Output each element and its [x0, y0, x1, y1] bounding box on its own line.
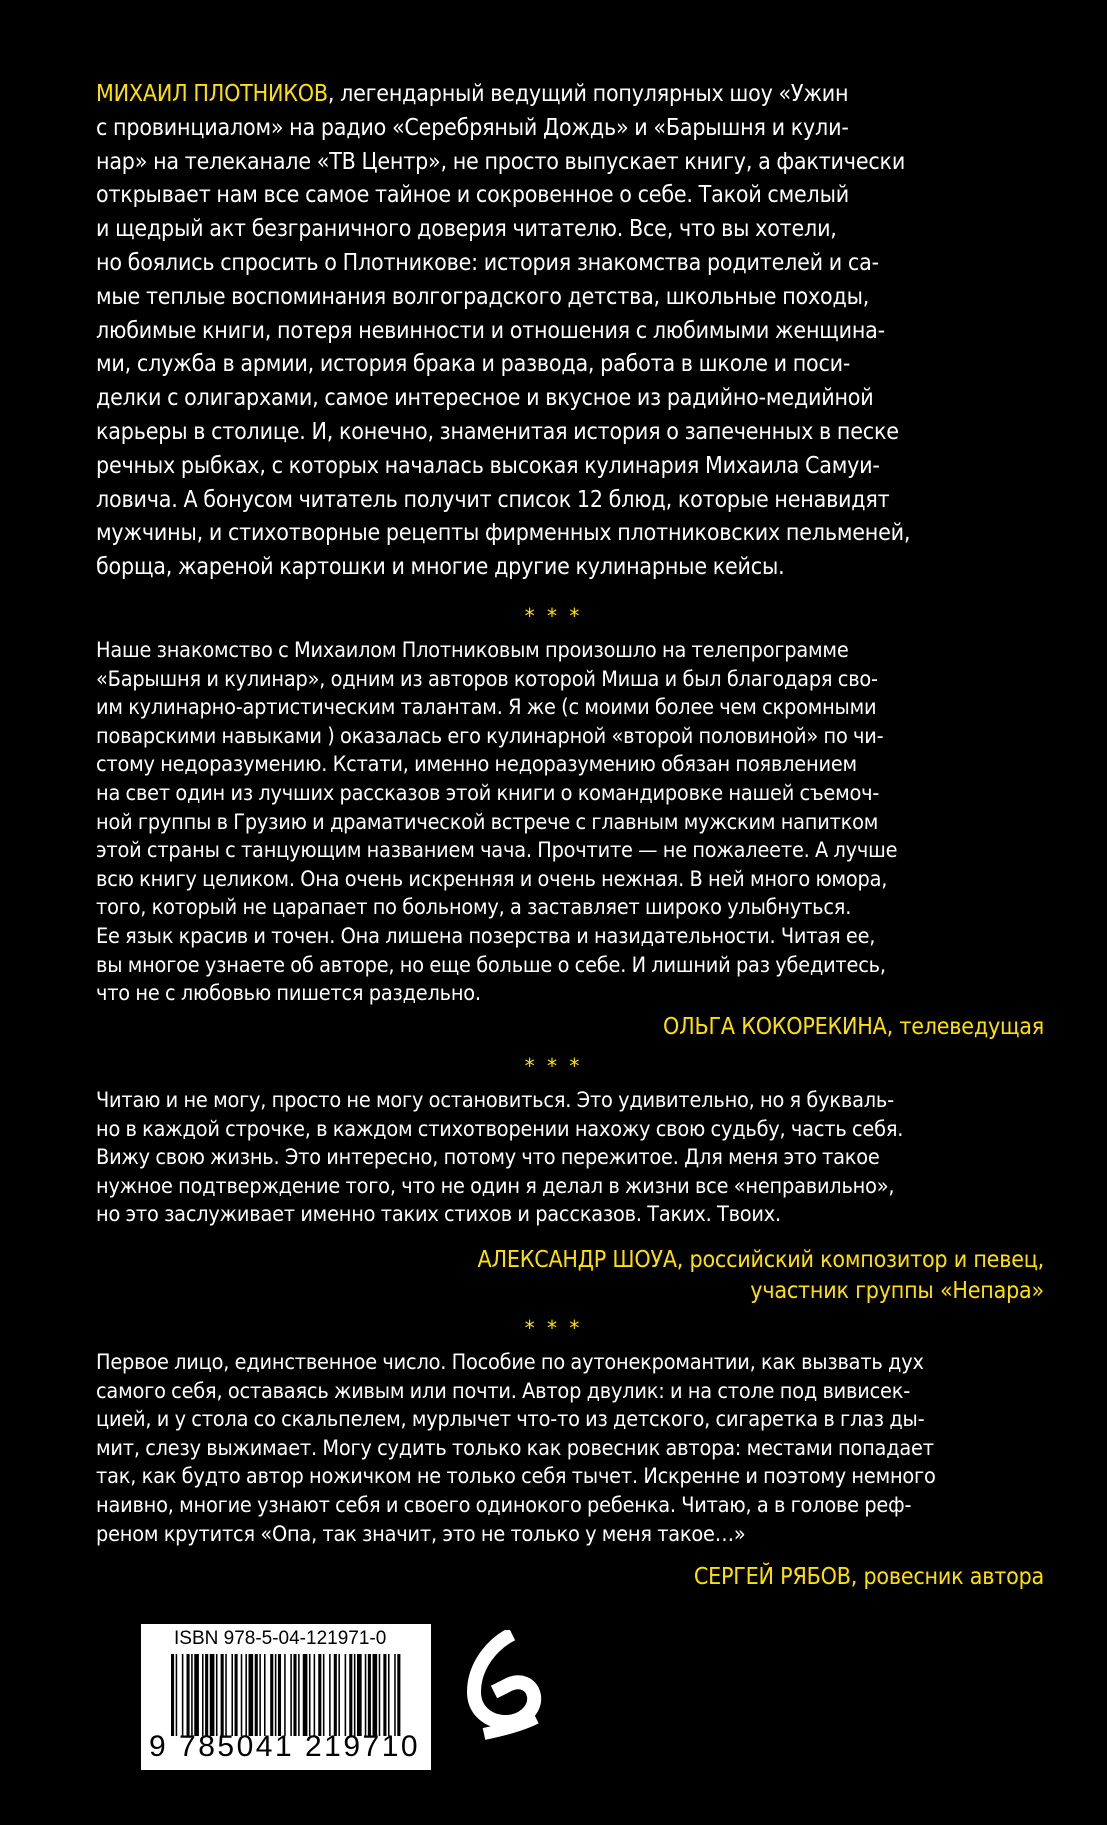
- intro-section: [96, 78, 1044, 585]
- barcode-bar: [334, 1654, 337, 1736]
- isbn-barcode: [141, 1624, 451, 1770]
- review-2-attribution: [478, 1245, 1044, 1307]
- barcode-bar: [278, 1654, 281, 1736]
- barcode-bar: [373, 1654, 378, 1736]
- barcode-bar: [187, 1654, 190, 1736]
- barcode-bar: [338, 1654, 340, 1736]
- review-3-attribution: [694, 1562, 1044, 1593]
- separator-stars: * * *: [524, 1316, 583, 1340]
- barcode-bar: [314, 1654, 316, 1736]
- intro-paragraph: МИХАИЛ ПЛОТНИКОВ, легендарный ведущий популярных шоу «Ужин с провинциалом» на радио «Серебряный Дождь» и «Барышня и кули- нар» на телеканале «ТВ Центр», не просто выпускает книгу, а фактически открывает нам все самое тайное и сокровенное о себе. Такой смелый и щедрый акт безграничного доверия читателю. Все, что вы хотели, но боялись спросить о Плотникове: история знакомства родителей и са- мые теплые воспоминания волгоградского детства, школьные походы, любимые книги, потеря невинности и отношения с любимыми женщина- ми, служба в армии, история брака и развода, работа в школе и поси- делки с олигархами, самое интересное и вкусное из радийно-медийной карьеры в столице. И, конечно, знаменитая история о запеченных в песке речных рыбках, с которых началась высокая кулинария Михаила Самуи- ловича. А бонусом читатель получит список 12 блюд, которые ненавидят мужчины, и стихотворные рецепты фирменных плотниковских пельменей, борща, жареной картошки и многие другие кулинарные кейсы.: [96, 81, 911, 581]
- publisher-logo-icon: [466, 1630, 546, 1754]
- intro-author-name: МИХАИЛ ПЛОТНИКОВ: [96, 81, 328, 107]
- barcode-bar: [231, 1654, 233, 1736]
- barcode-bar: [194, 1654, 199, 1736]
- barcode-bar: [349, 1654, 352, 1736]
- barcode-bar: [397, 1654, 400, 1736]
- review-3-text: Первое лицо, единственное число. Пособие по аутонекромантии, как вызвать дух самого себя, оставаясь живым или почти. Автор двулик: и на столе под вивисек- цией, и у стола со скальпелем, мурлычет что-то из детского, сигаретка в глаз ды- мит, слезу выжимает. Могу судить только как ровесник автора: местами попадает так, как будто автор ножичком не только себя тычет. Искренне и поэтому немного наивно, многие узнают себя и своего одинокого ребенка. Читаю, а в голове реф- реном крутится «Опа, так значит, это не только у меня такое…»: [96, 1350, 936, 1547]
- barcode-bar: [365, 1654, 367, 1736]
- barcode-bar: [388, 1654, 390, 1736]
- review-3-author-role: , ровесник автора: [850, 1564, 1044, 1590]
- review-2: [96, 1087, 1044, 1230]
- barcode-bar: [176, 1654, 178, 1736]
- barcode-bar: [235, 1654, 238, 1736]
- review-1-author-role: , телеведущая: [886, 1014, 1044, 1040]
- barcode-bar: [255, 1654, 258, 1736]
- barcode-bar: [303, 1654, 308, 1736]
- barcode-bar: [357, 1654, 362, 1736]
- barcode-bar: [394, 1654, 396, 1736]
- review-2-author-role-2: участник группы «Непара»: [750, 1278, 1044, 1305]
- barcode-bar: [284, 1654, 286, 1736]
- barcode-bar: [245, 1654, 247, 1736]
- barcode-bar: [210, 1654, 215, 1736]
- barcode-bar: [205, 1654, 208, 1736]
- barcode-digits: 9 785041 219710 >: [149, 1730, 451, 1763]
- barcode-bar: [345, 1654, 347, 1736]
- review-2-author-name: АЛЕКСАНДР ШОУА: [477, 1247, 677, 1273]
- separator-stars: * * *: [524, 1054, 583, 1078]
- barcode-bar: [329, 1654, 331, 1736]
- barcode-bar: [298, 1654, 300, 1736]
- review-2-text: Читаю и не могу, просто не могу остановиться. Это удивительно, но я буквaль- но в каждой строчке, в каждом стихотворении нахожу свою судьбу, часть себя. Вижу свою жизнь. Это интересно, потому что пережитое. Для меня это такое нужное подтверждение того, что не один я делал в жизни все «неправильно», но это заслуживает именно таких стихов и рассказов. Таких. Твоих.: [96, 1088, 904, 1228]
- barcode-bar: [225, 1654, 227, 1736]
- barcode-bar: [264, 1654, 266, 1736]
- barcode-bar: [293, 1654, 296, 1736]
- barcode-bar: [318, 1654, 321, 1736]
- isbn-label: ISBN 978-5-04-121971-0: [174, 1628, 387, 1649]
- review-2-author-role: , российский композитор и певец,: [676, 1247, 1044, 1273]
- barcode-bar: [354, 1654, 356, 1736]
- barcode-bar: [182, 1654, 184, 1736]
- barcode-bar: [216, 1654, 218, 1736]
- barcode-bar: [368, 1654, 371, 1736]
- barcode-bars: [171, 1654, 401, 1736]
- barcode-bar: [275, 1654, 277, 1736]
- barcode-bar: [171, 1654, 174, 1736]
- barcode-bar: [309, 1654, 311, 1736]
- review-1-text: Наше знакомство с Михаилом Плотниковым произошло на телепрограмме «Барышня и кулинар», одним из авторов которой Миша и был благодаря сво- им кулинарно-артистическим талантам. Я же (с моими более чем скромными поварскими навыками ) оказалась его кулинарной «второй половиной» по чи- стому недоразумению. Кстати, именно недоразумению обязан появлением на свет один из лучших рассказов этой книги о командировке нашей съемоч- ной группы в Грузию и драматической встрече с главным мужским напитком этой страны с танцующим названием чача. Прочтите — не пожалеете. А лучше всю книгу целиком. Она очень искренняя и очень нежная. В ней много юмора, того, который не царапает по больному, а заставляет широко улыбнуться. Ее язык красив и точен. Она лишена позерства и назидательности. Читая ее, вы многое узнаете об авторе, но еще больше о себе. И лишний раз убедитесь, что не с любовью пишется раздельно.: [96, 638, 898, 1007]
- review-1: [96, 637, 1044, 1009]
- barcode-bar: [383, 1654, 386, 1736]
- barcode-bar: [202, 1654, 204, 1736]
- barcode-bar: [241, 1654, 243, 1736]
- review-1-attribution: [663, 1012, 1044, 1043]
- barcode-bar: [221, 1654, 224, 1736]
- barcode-bar: [323, 1654, 325, 1736]
- barcode-bar: [270, 1654, 273, 1736]
- review-3: [96, 1349, 1044, 1549]
- barcode-bar: [191, 1654, 193, 1736]
- barcode-bar: [379, 1654, 381, 1736]
- review-3-author-name: СЕРГЕЙ РЯБОВ: [693, 1564, 851, 1590]
- barcode-bar: [249, 1654, 254, 1736]
- separator-stars: * * *: [524, 604, 583, 628]
- barcode-bar: [259, 1654, 261, 1736]
- barcode-bar: [290, 1654, 292, 1736]
- review-1-author-name: ОЛЬГА КОКОРЕКИНА: [663, 1014, 887, 1040]
